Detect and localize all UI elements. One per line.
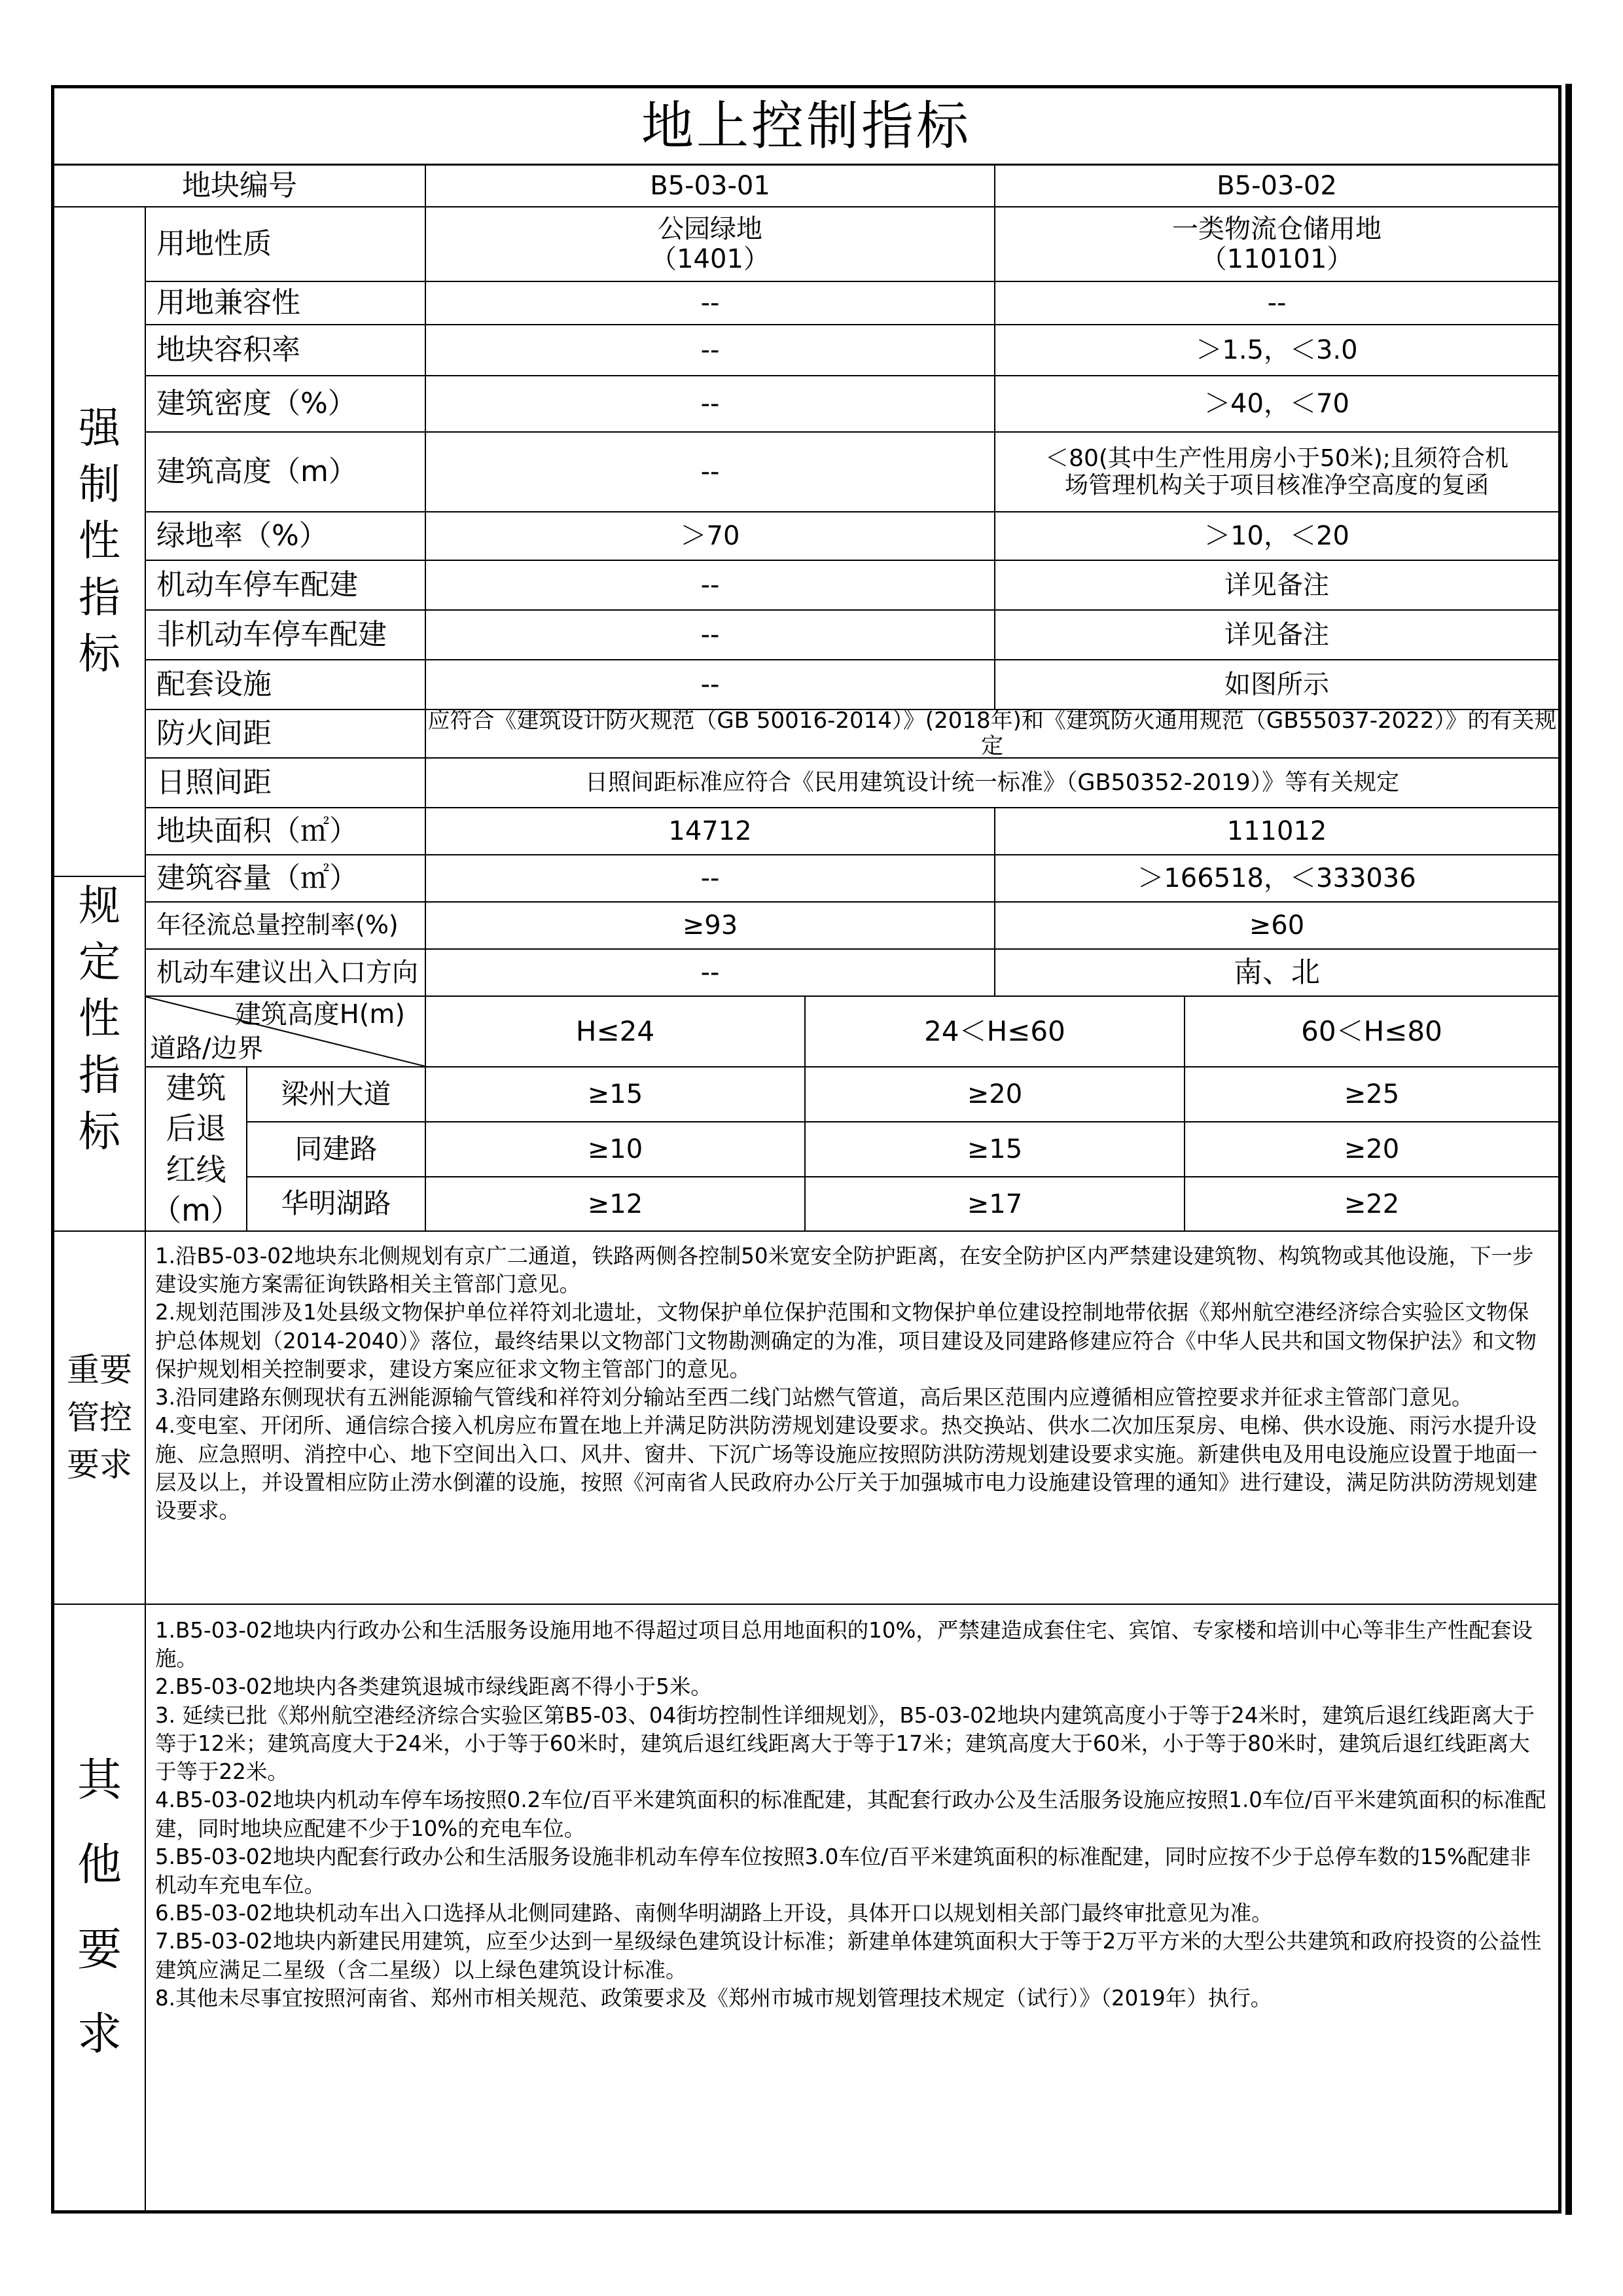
entrance-direction-a: -- [426,950,995,997]
list-item: 5.B5-03-02地块内配套行政办公和生活服务设施非机动车停车位按照3.0车位/百平米建筑面积的标准配建，同时应按不少于总停车数的15%配建非机动车充电车位。 [155,1844,1531,1897]
plot-number-label: 地块编号 [54,166,426,207]
far-a: -- [426,325,995,376]
compatibility-b: -- [995,282,1558,325]
building-volume-b: ＞166518，＜333036 [995,855,1558,903]
list-item: 6.B5-03-02地块机动车出入口选择从北侧同建路、南侧华明湖路上开设，具体开口以规划相关部门最终审批意见为准。 [155,1901,1273,1926]
plot-a-number: B5-03-01 [426,166,995,207]
list-item: 1.B5-03-02地块内行政办公和生活服务设施用地不得超过项目总用地面积的10%，严禁建造成套住宅、宾馆、专家楼和培训中心等非生产性配套设施。 [155,1618,1533,1672]
list-item: 7.B5-03-02地块内新建民用建筑，应至少达到一星级绿色建筑设计标准；新建单体建筑面积大于等于2万平方米的大型公共建筑和政府投资的公益性建筑应满足二星级（含二星级）以上绿色建筑设计标准。 [155,1929,1542,1982]
green-ratio-a: ＞70 [426,512,995,561]
setback-col-2: 24＜H≤60 [806,997,1185,1067]
plot-area-label: 地块面积（㎡） [146,808,426,855]
green-ratio-label: 绿地率（%） [146,512,426,561]
plot-area-a: 14712 [426,808,995,855]
height-b: ＜80(其中生产性用房小于50米);且须符合机 场管理机构关于项目核准净空高度的复函 [995,433,1558,512]
sheet-title: 地上控制指标 [54,88,1558,166]
table-cell: ≥25 [1185,1067,1558,1122]
runoff-control-a: ≥93 [426,903,995,950]
land-use-a: 公园绿地 （1401） [426,207,995,282]
fire-spacing-label: 防火间距 [146,710,426,759]
bike-parking-a: -- [426,611,995,660]
road-axis-label: 道路/边界 [150,1033,264,1064]
far-label: 地块容积率 [146,325,426,376]
facilities-a: -- [426,660,995,710]
height-a: -- [426,433,995,512]
list-item: 3. 延续已批《郑州航空港经济综合实验区第B5-03、04街坊控制性详细规划》，B5-03-02地块内建筑高度小于等于24米时，建筑后退红线距离大于等于12米；建筑高度大于24米，小于等于60米时，建筑后退红线距离大于等于17米；建筑高度大于60米，小于等于80米时，建筑后退红线距离大于等于22米。 [155,1702,1535,1785]
facilities-label: 配套设施 [146,660,426,710]
other-requirements-group-label: 其 他 要 求 [54,1605,146,2210]
list-item: 4.变电室、开闭所、通信综合接入机房应布置在地上并满足防洪防涝规划建设要求。热交换站、供水二次加压泵房、电梯、供水设施、雨污水提升设施、应急照明、消控中心、地下空间出入口、风井、窗井、下沉广场等设施应按照防洪防涝规划建设要求实施。新建供电及用电设施应设置于地面一层及以上，并设置相应防止涝水倒灌的设施，按照《河南省人民政府办公厅关于加强城市电力设施建设管理的通知》进行建设，满足防洪防涝规划建设要求。 [155,1413,1538,1523]
far-b: ＞1.5，＜3.0 [995,325,1558,376]
entrance-direction-b: 南、北 [995,950,1558,997]
table-cell: ≥12 [426,1177,806,1232]
vehicle-parking-b: 详见备注 [995,561,1558,611]
entrance-direction-label: 机动车建议出入口方向 [146,950,426,997]
density-a: -- [426,376,995,433]
list-item: 2.规划范围涉及1处县级文物保护单位祥符刘北遗址，文物保护单位保护范围和文物保护单位建设控制地带依据《郑州航空港经济综合实验区文物保护总体规划（2014-2040）》落位，最终结果以文物部门文物勘测确定的为准，项目建设及同建路修建应符合《中华人民共和国文物保护法》和文物保护规划相关控制要求，建设方案应征求文物主管部门的意见。 [155,1300,1537,1382]
list-item: 4.B5-03-02地块内机动车停车场按照0.2车位/百平米建筑面积的标准配建，其配套行政办公及生活服务设施应按照1.0车位/百平米建筑面积的标准配建，同时地块应配建不少于10%的充电车位。 [155,1787,1546,1841]
setback-col-3: 60＜H≤80 [1185,997,1558,1067]
list-item: 1.沿B5-03-02地块东北侧规划有京广二通道，铁路两侧各控制50米宽安全防护距离，在安全防护区内严禁建设建筑物、构筑物或其他设施，下一步建设实施方案需征询铁路相关主管部门意见。 [155,1244,1534,1297]
density-b: ＞40，＜70 [995,376,1558,433]
key-requirements-group-label: 重要 管控 要求 [54,1232,146,1605]
road-huaminghu: 华明湖路 [247,1177,426,1232]
setback-col-1: H≤24 [426,997,806,1067]
mandatory-group-label: 强 制 性 指 标 [54,207,146,877]
runoff-control-b: ≥60 [995,903,1558,950]
land-use-label: 用地性质 [146,207,426,282]
regulatory-group-label: 规 定 性 指 标 [54,808,146,1232]
runoff-control-label: 年径流总量控制率(%) [146,903,426,950]
compatibility-a: -- [426,282,995,325]
facilities-b: 如图所示 [995,660,1558,710]
sunlight-spacing-value: 日照间距标准应符合《民用建筑设计统一标准》（GB50352-2019）》等有关规定 [426,759,1558,808]
fire-spacing-value: 应符合《建筑设计防火规范（GB 50016-2014）》(2018年)和《建筑防火通用规范（GB55037-2022）》的有关规定 [426,710,1558,759]
height-axis-label: 建筑高度H(m) [234,999,405,1030]
table-cell: ≥15 [426,1067,806,1122]
road-tongjian: 同建路 [247,1122,426,1177]
key-requirements-text [146,1232,1558,1605]
compatibility-label: 用地兼容性 [146,282,426,325]
setback-diagonal-header [146,997,426,1067]
height-label: 建筑高度（m） [146,433,426,512]
bike-parking-label: 非机动车停车配建 [146,611,426,660]
land-use-b: 一类物流仓储用地 （110101） [995,207,1558,282]
road-liangzhou: 梁州大道 [247,1067,426,1122]
green-ratio-b: ＞10，＜20 [995,512,1558,561]
table-cell: ≥20 [1185,1122,1558,1177]
building-volume-label: 建筑容量（㎡） [146,855,426,903]
setback-group-label: 建筑 后退 红线 （m） [146,1067,247,1232]
sunlight-spacing-label: 日照间距 [146,759,426,808]
control-sheet [51,85,1561,2214]
list-item: 8.其他未尽事宜按照河南省、郑州市相关规范、政策要求及《郑州市城市规划管理技术规定（试行）》（2019年）执行。 [155,1985,1272,2011]
list-item: 3.沿同建路东侧现状有五洲能源输气管线和祥符刘分输站至西二线门站燃气管道，高后果区范围内应遵循相应管控要求并征求主管部门意见。 [155,1385,1473,1410]
list-item: 2.B5-03-02地块内各类建筑退城市绿线距离不得小于5米。 [155,1674,712,1700]
table-cell: ≥15 [806,1122,1185,1177]
vehicle-parking-label: 机动车停车配建 [146,561,426,611]
bike-parking-b: 详见备注 [995,611,1558,660]
table-cell: ≥22 [1185,1177,1558,1232]
density-label: 建筑密度（%） [146,376,426,433]
vehicle-parking-a: -- [426,561,995,611]
plot-area-b: 111012 [995,808,1558,855]
building-volume-a: -- [426,855,995,903]
table-cell: ≥10 [426,1122,806,1177]
page-edge-line [1565,84,1572,2215]
other-requirements-text [146,1605,1558,2210]
plot-b-number: B5-03-02 [995,166,1558,207]
table-cell: ≥17 [806,1177,1185,1232]
table-cell: ≥20 [806,1067,1185,1122]
